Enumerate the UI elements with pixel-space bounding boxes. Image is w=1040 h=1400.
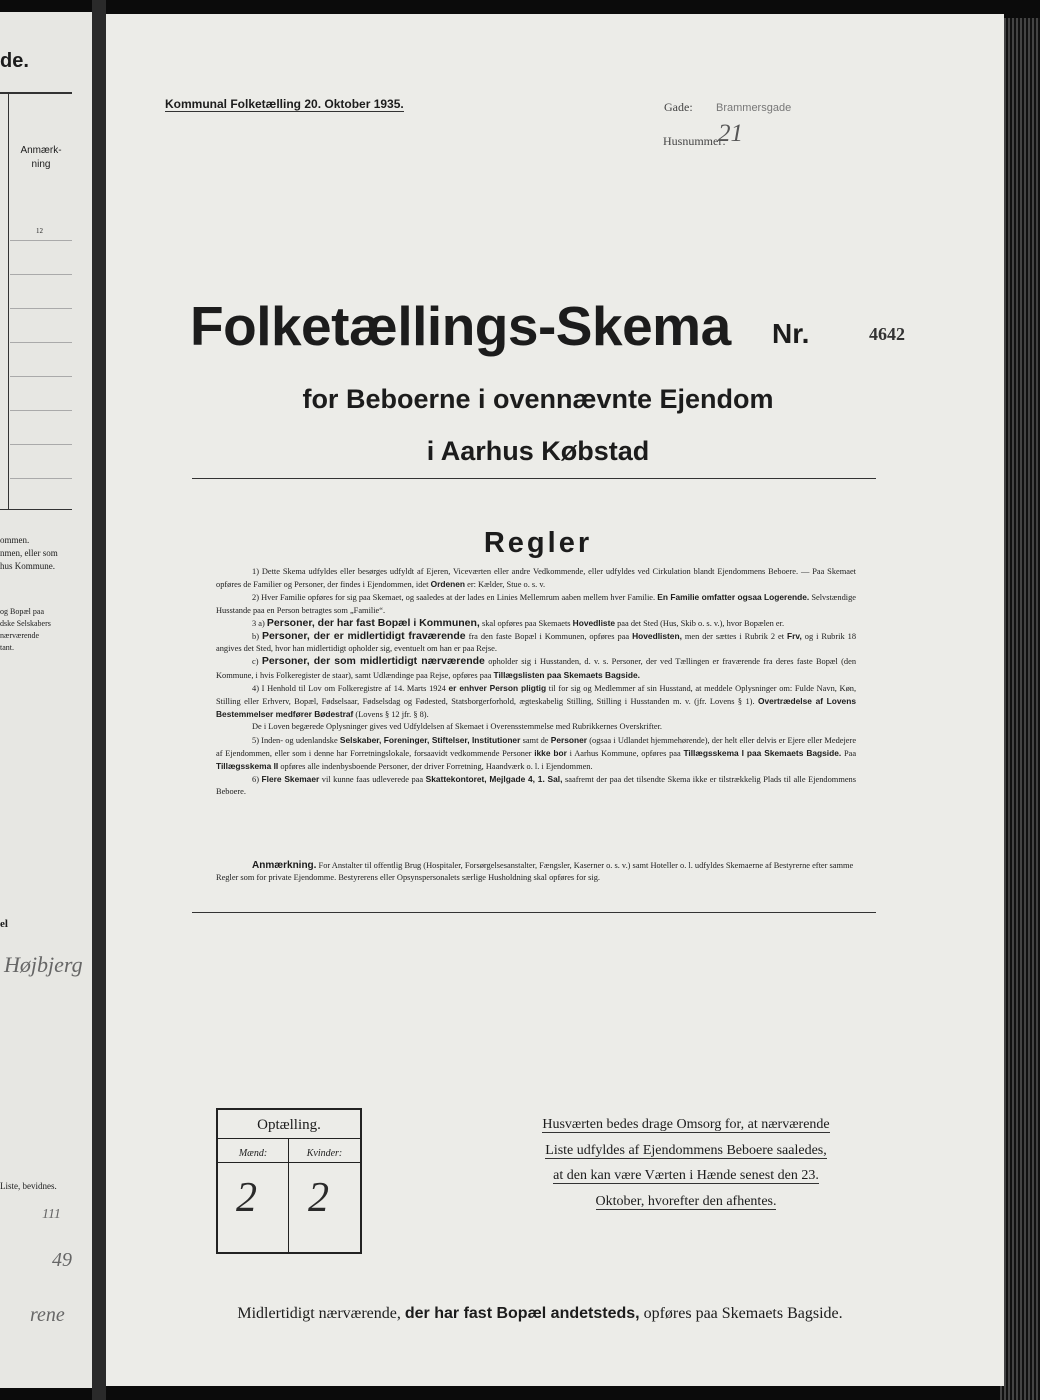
tally-row-divider	[218, 1162, 360, 1163]
notice-line	[506, 1138, 866, 1164]
form-number: 4642	[869, 324, 905, 344]
notice-line-text: Husværten bedes drage Omsorg for, at nærværende	[542, 1117, 830, 1132]
rule-text: samt de	[522, 735, 549, 745]
rule-text: opholder sig i Husstanden, d. v. s. Personer, der ved Tællingen er fraværende fra deres faste Bopæl (den Kommune, i hvis Folkeregister de staar), samt Udlændinge paa Rejse, opføres paa	[216, 657, 857, 680]
footer-bold: der har fast Bopæl andetsteds,	[404, 1305, 640, 1322]
tally-maend-label: Mænd:	[238, 1148, 268, 1159]
footer-text: Midlertidigt nærværende,	[237, 1305, 401, 1322]
rule-text: 2) Hver Familie opføres for sig paa Skemaet, og saaledes at der lades en Linies Mellemrum aaben mellem hver Familie.	[252, 593, 656, 603]
rule-bold: Skattekontoret, Mejlgade 4, 1. Sal,	[425, 774, 563, 785]
rule-text: men der sættes i Rubrik 2 et	[684, 632, 785, 642]
rule-text: Paa	[843, 748, 857, 758]
footer-text: opføres paa Skemaets Bagside.	[643, 1305, 843, 1322]
tally-box	[216, 1108, 362, 1254]
notice-line-text: Oktober, hvorefter den afhentes.	[595, 1194, 777, 1210]
rules-text	[216, 566, 856, 799]
divider	[192, 912, 876, 913]
rule-bold: Personer, der er midlertidigt fraværende	[261, 630, 466, 643]
rule-bold: Personer, der som midlertidigt nærværende	[261, 655, 485, 668]
fragment-line: hus Kommune.	[0, 561, 55, 571]
notice-line	[506, 1189, 866, 1215]
left-page-handwriting: 49	[52, 1249, 72, 1271]
census-form-page	[106, 14, 1004, 1386]
rule-text: 5) Inden- og udenlandske	[252, 735, 338, 745]
rule-bold: Tillægsskema II	[216, 761, 279, 772]
rule-bold: Tillægsskema I paa Skemaets Bagside.	[683, 747, 842, 758]
left-page-text-fragment: Liste, bevidnes.	[0, 1181, 57, 1191]
rule-3b	[216, 630, 856, 655]
tally-maend-value: 2	[236, 1175, 257, 1221]
husnummer-label: Husnummer:	[663, 134, 726, 148]
rule-bold: Personer, der har fast Bopæl i Kommunen,	[266, 616, 480, 629]
column-title-line: ning	[31, 159, 51, 170]
table-row-line	[10, 376, 72, 377]
rule-text: i Aarhus Kommune, opføres paa	[569, 748, 681, 758]
rule-bold: Ordenen	[430, 579, 466, 590]
rule-bold: Frv,	[787, 631, 802, 642]
rule-text: b)	[252, 632, 259, 642]
column-number: 12	[36, 227, 43, 235]
rule-text: fra den faste Bopæl i Kommunen, opføres paa	[468, 632, 630, 642]
rule-bold: Personer	[550, 734, 588, 745]
census-title: Kommunal Folketælling 20. Oktober 1935.	[165, 97, 404, 111]
fragment-line: og Bopæl paa	[0, 607, 44, 616]
rule-text: De i Loven begærede Oplysninger gives ved Udfyldelsen af Skemaet i Overensstemmelse med Rubrikkernes Overskrifter.	[252, 722, 663, 732]
rule-bold: Selskaber, Foreninger, Stiftelser, Institutioner	[339, 734, 521, 745]
table-row-line	[10, 444, 72, 445]
rule-5	[216, 734, 856, 774]
page-edges	[1000, 18, 1040, 1400]
rule-bold: Flere Skemaer	[261, 774, 320, 785]
fragment-line: nmen, eller som	[0, 548, 58, 558]
rule-bold: Hovedliste	[572, 617, 616, 628]
left-page-header: de.	[0, 50, 29, 72]
rule-text: Selvstændige Husstande paa en Person betragtes som „Familie“.	[216, 593, 857, 615]
rule-text: 4) I Henhold til Lov om Folkeregistre af 14. Marts 1924	[252, 683, 446, 693]
left-page-handwriting: rene	[30, 1304, 65, 1326]
left-page-text-fragment	[0, 606, 51, 654]
tally-kvinder-value: 2	[308, 1175, 329, 1221]
rule-bold: Hovedlisten,	[632, 631, 682, 642]
remark-text: For Anstalter til offentlig Brug (Hospitaler, Forsørgelsesanstalter, Fængsler, Kaserner o. s. v.) samt Hoteller o. l. udfyldes Skemaerne af Bestyrerne efter samme Regler som for private Ejendomme. Bestyrerens eller Opsynspersonalets særlige Husholdning skal opføres for sig.	[216, 861, 854, 883]
rule-text: vil kunne faas udleverede paa	[321, 775, 424, 785]
fragment-line: tant.	[0, 643, 14, 652]
rule-6	[216, 773, 856, 798]
rule-text: 3 a)	[252, 618, 265, 628]
rule-bold: En Familie omfatter ogsaa Logerende.	[657, 592, 810, 603]
rule-3c	[216, 655, 856, 681]
fragment-line: dske Selskabers	[0, 619, 51, 628]
table-row-line	[10, 342, 72, 343]
left-page-text-fragment: el	[0, 918, 8, 930]
left-page-handwriting: Højbjerg	[4, 952, 83, 977]
rule-text: saafremt der paa det tilsendte Skema ikke er tilstrækkelig Plads til alle Ejendommens Beboere.	[216, 775, 856, 797]
left-page-handwriting: 111	[42, 1207, 61, 1222]
husnummer-value: 21	[718, 120, 743, 147]
fragment-line: ommen.	[0, 535, 30, 545]
notice-line	[506, 1112, 866, 1138]
fragment-line: nærværende	[0, 631, 40, 640]
form-subtitle: for Beboerne i ovennævnte Ejendom	[302, 384, 774, 414]
left-page-column-title	[14, 144, 68, 172]
rule-bold: Tillægslisten paa Skemaets Bagside.	[493, 669, 640, 680]
column-title-line: Anmærk-	[20, 145, 62, 156]
book-spine	[92, 0, 106, 1400]
rule-text: er: Kælder, Stue o. s. v.	[467, 580, 546, 590]
rule-text: c)	[252, 657, 259, 667]
notice-line-text: Liste udfyldes af Ejendommens Beboere saaledes,	[545, 1142, 827, 1158]
table-row-line	[10, 240, 72, 241]
rule-bold: er enhver Person pligtig	[448, 682, 547, 693]
rule-text: (Lovens § 12 jfr. § 8).	[355, 710, 429, 720]
rule-4-note	[216, 721, 856, 733]
form-number-label: Nr.	[772, 318, 810, 349]
remark	[216, 860, 856, 884]
remark-label: Anmærkning.	[252, 860, 317, 871]
table-row-line	[10, 274, 72, 275]
table-row-line	[10, 308, 72, 309]
rule-text: og i Rubrik 18 angives det Sted, hvor han midlertidigt opholder sig, eventuelt om han er paa Rejse.	[216, 632, 857, 654]
rule-bold: ikke bor	[534, 747, 567, 758]
notice-line	[506, 1163, 866, 1189]
rule-1	[216, 566, 856, 591]
table-row-line	[10, 410, 72, 411]
rule-text: 6)	[252, 775, 259, 785]
rule-3a	[216, 617, 856, 630]
landlord-notice	[506, 1112, 866, 1215]
gade-value: Brammersgade	[716, 102, 792, 114]
tally-title: Optælling.	[218, 1110, 360, 1139]
rule-2	[216, 591, 856, 616]
rule-text: til for sig og Medlemmer af sin Husstand, at meddele Oplysninger om: Fulde Navn, Køn, Stilling eller Erhverv, Bopæl, Fødselsaar, Fødselsdag og Fødested, Statsborgerforhold, ægteskabelig Stilling, Stilling i Husstanden m. v. (jfr. Lovens § 1).	[216, 683, 857, 707]
rule-text: skal opføres paa Skemaets	[481, 618, 571, 628]
form-title: Folketællings-Skema	[190, 295, 731, 357]
tally-kvinder-label: Kvinder:	[306, 1148, 343, 1159]
table-row-line	[10, 478, 72, 479]
rule-text: (ogsaa i Udlandet hjemmehørende), der helt eller delvis er Ejere eller Medejere af Ejendommen, eller som i denne har Forretningslokale, forsaavidt vedkommende Personer	[216, 735, 857, 758]
rule-text: paa det Sted (Hus, Skib o. s. v.), hvor Bopælen er.	[617, 618, 785, 628]
rule-text: 1) Dette Skema udfyldes eller besørges udfyldt af Ejeren, Viceværten eller andre Vedkommende, eller udfyldes ved Cirkulation blandt Ejendommens Beboere. — Paa Skemaet opføres de Familier og Personer, der findes i Ejendommen, idet	[216, 567, 856, 590]
footer-note	[106, 1305, 974, 1323]
rule-text: opføres alle indenbysboende Personer, der driver Forretning, Haandværk o. l. i Ejendommen.	[280, 762, 593, 772]
left-page	[0, 12, 92, 1388]
left-page-text-fragment	[0, 534, 58, 573]
rule-4	[216, 682, 856, 722]
rule-bold: Overtrædelse af Lovens Bestemmelser medfører Bødestraf	[216, 696, 856, 720]
notice-line-text: at den kan være Værten i Hænde senest den 23.	[553, 1168, 819, 1184]
left-page-table-divider	[8, 92, 9, 510]
rules-heading: Regler	[483, 527, 593, 559]
divider	[192, 478, 876, 479]
gade-label: Gade:	[664, 100, 693, 114]
form-subtitle-city: i Aarhus Købstad	[426, 436, 650, 466]
